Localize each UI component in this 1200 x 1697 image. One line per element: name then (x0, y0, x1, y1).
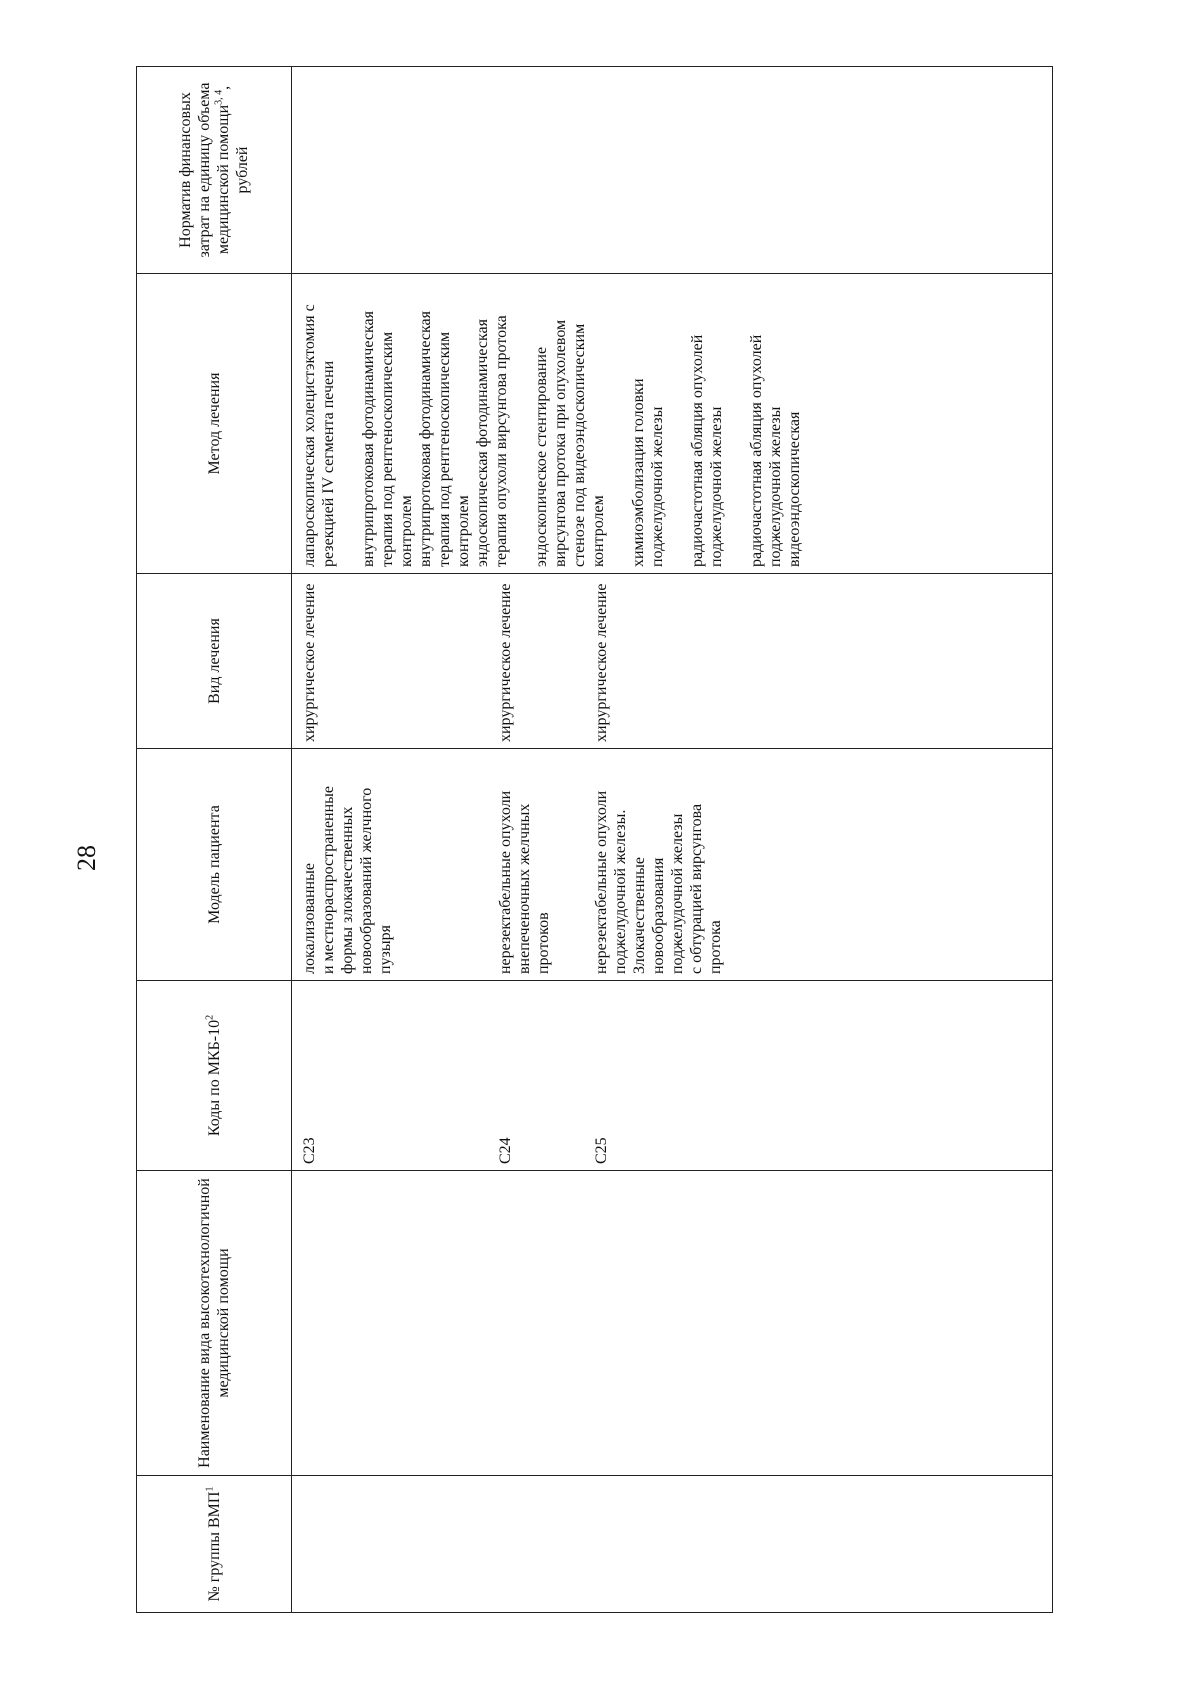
method-3: внутрипротоковая фотодинамическая терапия под рентгеноскопическим контролем (417, 311, 472, 567)
header-model: Модель пациента (137, 749, 292, 981)
model-pancreas: нерезектабельные опухоли поджелудочной железы. Злокачественные новообразования поджелудочной железы с обтурацией вирсунгова протока (593, 790, 724, 974)
code-c23: C23 (301, 1137, 318, 1164)
method-6: химиоэмболизация головки поджелудочной железы (630, 378, 666, 567)
header-norm-suffix: , рублей (215, 85, 251, 194)
kind-1: хирургическое лечение (301, 583, 318, 742)
header-name: Наименование вида высокотехнологичной медицинской помощи (137, 1171, 292, 1476)
kind-2: хирургическое лечение (497, 583, 514, 742)
cell-norm (292, 67, 1053, 274)
vmp-table (136, 66, 1053, 1613)
header-codes-text: Коды по МКБ-10 (205, 1019, 223, 1137)
method-4: эндоскопическая фотодинамическая терапия опухоли вирсунгова протока (474, 315, 510, 567)
cell-codes (292, 981, 1053, 1171)
header-norm-text: Норматив финансовых затрат на единицу объема медицинской помощи (177, 82, 232, 258)
cell-name (292, 1171, 1053, 1476)
header-group-no-sup: 1 (204, 1486, 216, 1492)
model-bile-ducts: нерезектабельные опухоли внепеченочных желчных протоков (497, 790, 552, 974)
header-kind: Вид лечения (137, 574, 292, 749)
method-5: эндоскопическое стентирование вирсунгова протока при опухолевом стенозе под видеоэндоскопическим контролем (533, 319, 607, 567)
header-codes-sup: 2 (204, 1014, 216, 1020)
code-c25: C25 (593, 1137, 610, 1164)
header-method: Метод лечения (137, 274, 292, 574)
rotated-table-container (136, 67, 1053, 1613)
cell-group-no (292, 1476, 1053, 1613)
header-group-no (137, 1476, 292, 1613)
method-7: радиочастотная абляция опухолей поджелудочной железы (689, 334, 725, 567)
cell-methods (292, 274, 1053, 574)
header-codes (137, 981, 292, 1171)
cell-kinds (292, 574, 1053, 749)
header-group-no-text: № группы ВМП (205, 1491, 223, 1602)
model-gallbladder: локализованные и местнораспространенные формы злокачественных новообразований желчного пузыря (301, 785, 394, 974)
method-1: лапароскопическая холецистэктомия с резекцией IV сегмента печени (301, 304, 337, 567)
method-8: радиочастотная абляция опухолей поджелудочной железы видеоэндоскопическая (748, 334, 803, 567)
header-norm (137, 67, 292, 274)
method-2: внутрипротоковая фотодинамическая терапия под рентгеноскопическим контролем (360, 311, 415, 567)
cell-models (292, 749, 1053, 981)
page-number: 28 (72, 845, 101, 871)
header-norm-sup: 3, 4 (213, 89, 225, 105)
kind-3: хирургическое лечение (593, 583, 610, 742)
code-c24: C24 (497, 1137, 514, 1164)
